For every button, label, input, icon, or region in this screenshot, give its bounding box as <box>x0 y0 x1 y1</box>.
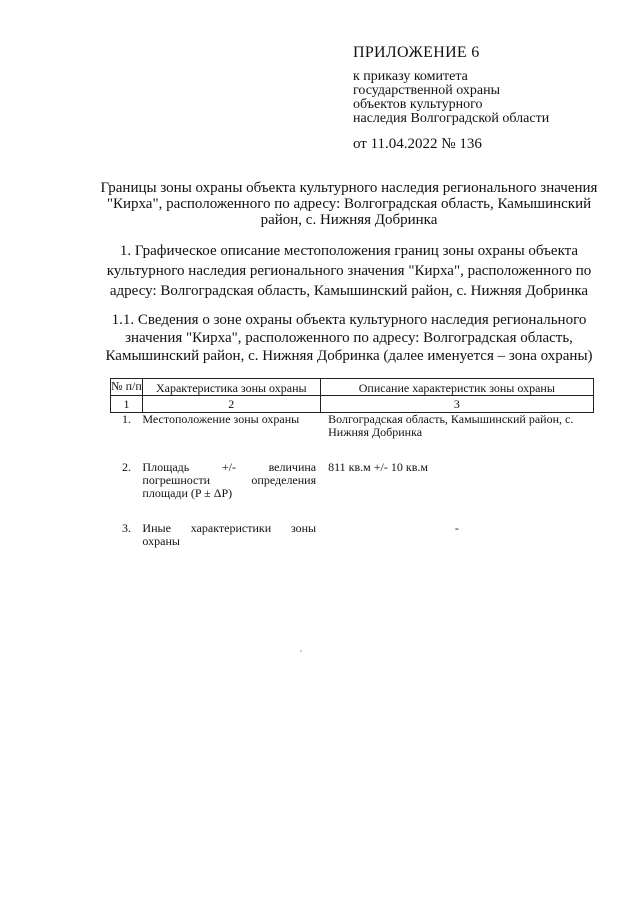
table-row <box>111 413 594 440</box>
table-row <box>111 500 594 548</box>
order-reference <box>353 70 549 126</box>
index-cell: 2 <box>142 396 320 413</box>
row-characteristic: Иные характеристики зоны охраны <box>142 521 317 548</box>
table-row <box>111 439 594 500</box>
header-cell-description: Описание характеристик зоны охраны <box>320 379 593 396</box>
scan-speck <box>300 650 302 652</box>
row-characteristic: Местоположение зоны охраны <box>142 412 300 426</box>
order-line: государственной охраны <box>353 83 501 98</box>
section-1-heading: 1. Графическое описание местоположения границ зоны охраны объекта культурного наследия регионального значения "Кирха", расположенного по адресу: Волгоградская область, Камышинский район, с. Нижняя Добринка <box>106 243 592 299</box>
order-line: к приказу комитета <box>353 69 468 84</box>
row-number: 2. <box>121 460 131 474</box>
document-title: Границы зоны охраны объекта культурного наследия регионального значения "Кирха", расположенного по адресу: Волгоградская область, Камышинский район, с. Нижняя Добринка <box>100 180 598 228</box>
appendix-title: ПРИЛОЖЕНИЕ 6 <box>353 44 480 61</box>
table-header-row <box>111 379 594 396</box>
table-index-row <box>111 396 594 413</box>
section-1-1-heading: 1.1. Сведения о зоне охраны объекта культурного наследия регионального значения "Кирха", расположенного по адресу: Волгоградская область, Камышинский район, с. Нижняя Добринка (далее именуется – зона охраны) <box>105 312 593 364</box>
row-number: 1. <box>121 412 131 426</box>
header-cell-number: № п/п <box>111 379 143 396</box>
row-description: 811 кв.м +/- 10 кв.м <box>328 460 428 474</box>
row-number: 3. <box>121 521 131 535</box>
index-cell: 1 <box>111 396 143 413</box>
order-line: наследия Волгоградской области <box>353 111 550 126</box>
order-date: от 11.04.2022 № 136 <box>353 136 482 152</box>
order-line: объектов культурного <box>353 97 483 112</box>
row-characteristic: Площадь +/- величина погрешности определения площади (P ± ΔP) <box>142 460 317 500</box>
index-cell: 3 <box>320 396 593 413</box>
zone-table <box>110 378 594 548</box>
header-cell-characteristic: Характеристика зоны охраны <box>142 379 320 396</box>
row-description: Волгоградская область, Камышинский район, с. Нижняя Добринка <box>328 412 574 439</box>
row-description: - <box>454 521 459 535</box>
